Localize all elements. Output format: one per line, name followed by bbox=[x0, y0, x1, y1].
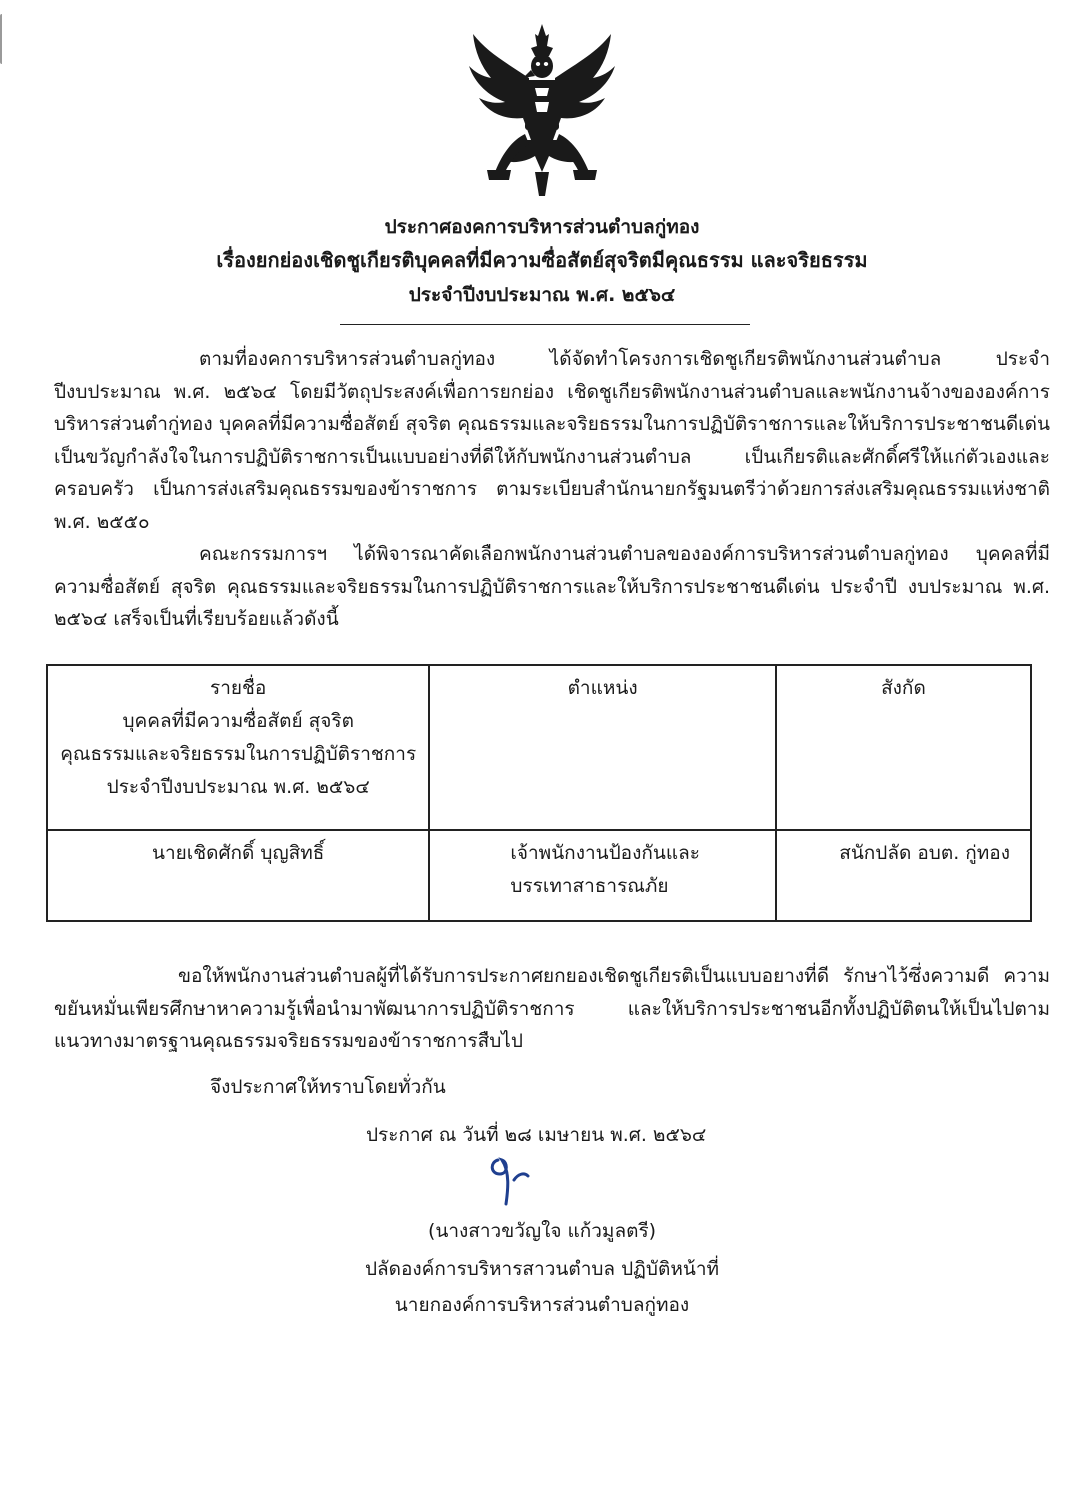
header-name-line-3: คุณธรรมและจริยธรรมในการปฏิบัติราชการ bbox=[60, 743, 417, 765]
signer-name: (นางสาวขวัญใจ แก้วมูลตรี) bbox=[427, 1220, 657, 1242]
handwritten-signature bbox=[484, 1150, 554, 1210]
header-cell-affiliation bbox=[776, 665, 1031, 830]
awardee-name: นายเชิดศักดิ์ บุญสิทธิ์ bbox=[151, 842, 325, 865]
awardee-position-line-2: บรรเทาสาธารณภัย bbox=[510, 875, 669, 898]
header-name-line-2: บุคคลที่มีความซื่อสัตย์ สุจริต bbox=[122, 710, 354, 732]
body-paragraph-3-text: ขอให้พนักงานส่วนตำบลผู้ที่ได้รับการประกาศยกยองเชิดชูเกียรติเป็นแบบอยางที่ดี รักษาไว้ซึ่งความดี ความขยันหมั่นเพียรศึกษาหาความรู้เพื่อนำมาพัฒนาการปฏิบัติราชการ และให้บริการประชาชนอีกทั้งปฏิบัติตนให้เป็นไปตามแนวทางมาตรฐานคุณธรรมจริยธรรมของข้าราชการสืบไป bbox=[54, 965, 1050, 1052]
header-position-label: ตำแหน่ง bbox=[567, 677, 638, 699]
scan-edge-mark bbox=[0, 14, 8, 64]
header-cell-position bbox=[429, 665, 775, 830]
body-paragraph-2-text: คณะกรรมการฯ ได้พิจารณาคัดเลือกพนักงานส่วนตำบลขององค์การบริหารส่วนตำบลกู่ทอง บุคคลที่มีความซื่อสัตย์ สุจริต คุณธรรมและจริยธรรมในการปฏิบัติราชการและให้บริการประชาชนดีเด่น ประจำปี งบประมาณ พ.ศ. ๒๕๖๔ เสร็จเป็นที่เรียบร้อยแล้วดังนี้ bbox=[54, 543, 1050, 630]
announcement-fiscal-year: ประจำปีงบประมาณ พ.ศ. ๒๕๖๔ bbox=[408, 284, 676, 306]
cell-name bbox=[47, 830, 429, 921]
announce-line: จึงประกาศให้ทราบโดยทั่วกัน bbox=[210, 1076, 446, 1098]
awardee-table bbox=[46, 664, 1032, 922]
header-name-line-4: ประจำปีงบประมาณ พ.ศ. ๒๕๖๔ bbox=[106, 776, 370, 798]
table-row bbox=[47, 830, 1031, 921]
body-paragraph-1 bbox=[54, 343, 1050, 538]
body-paragraph-2 bbox=[54, 538, 1050, 636]
header-cell-name bbox=[47, 665, 429, 830]
table-header-row bbox=[47, 665, 1031, 830]
announcement-subject: เรื่องยกย่องเชิดชูเกียรติบุคคลที่มีความซื่อสัตย์สุจริตมีคุณธรรม และจริยธรรม bbox=[216, 248, 868, 272]
header-affiliation-label: สังกัด bbox=[881, 677, 926, 699]
awardee-affiliation: สนักปลัด อบต. กู่ทอง bbox=[839, 842, 1010, 865]
cell-position bbox=[429, 830, 775, 921]
signer-title-1: ปลัดองค์การบริหารสาวนตำบล ปฏิบัติหน้าที่ bbox=[364, 1258, 720, 1280]
garuda-emblem-icon bbox=[465, 22, 620, 200]
announcement-date: ประกาศ ณ วันที่ ๒๘ เมษายน พ.ศ. ๒๕๖๔ bbox=[366, 1124, 707, 1146]
body-paragraph-3 bbox=[54, 960, 1050, 1058]
cell-affiliation bbox=[776, 830, 1031, 921]
signer-title-2: นายกองค์การบริหารส่วนตำบลกู่ทอง bbox=[394, 1294, 690, 1316]
header-divider bbox=[340, 324, 750, 325]
body-paragraph-1-text: ตามที่องคการบริหารส่วนตำบลกู่ทอง ได้จัดทำโครงการเชิดชูเกียรติพนักงานส่วนตำบล ประจำปีงบประมาณ พ.ศ. ๒๕๖๔ โดยมีวัตถุประสงค์เพื่อการยกย่อง เชิดชูเกียรติพนักงานส่วนตำบลและพนักงานจ้างขององค์การบริหารส่วนตำกู่ทอง บุคคลที่มีความซื่อสัตย์ สุจริต คุณธรรมและจริยธรรมในการปฏิบัติราชการและให้บริการประชาชนดีเด่น เป็นขวัญกำลังใจในการปฏิบัติราชการเป็นแบบอย่างที่ดีให้กับพนักงานส่วนตำบล เป็นเกียรติและศักดิ์ศรีให้แก่ตัวเองและครอบครัว เป็นการส่งเสริมคุณธรรมของข้าราชการ ตามระเบียบสำนักนายกรัฐมนตรีว่าด้วยการส่งเสริมคุณธรรมแห่งชาติ พ.ศ. ๒๕๕๐ bbox=[54, 348, 1050, 533]
header-name-title: รายชื่อ bbox=[210, 677, 267, 699]
announcement-org-line: ประกาศองคการบริหารส่วนตำบลกู่ทอง bbox=[384, 216, 700, 238]
awardee-position-line-1: เจ้าพนักงานป้องกันและ bbox=[510, 842, 700, 865]
